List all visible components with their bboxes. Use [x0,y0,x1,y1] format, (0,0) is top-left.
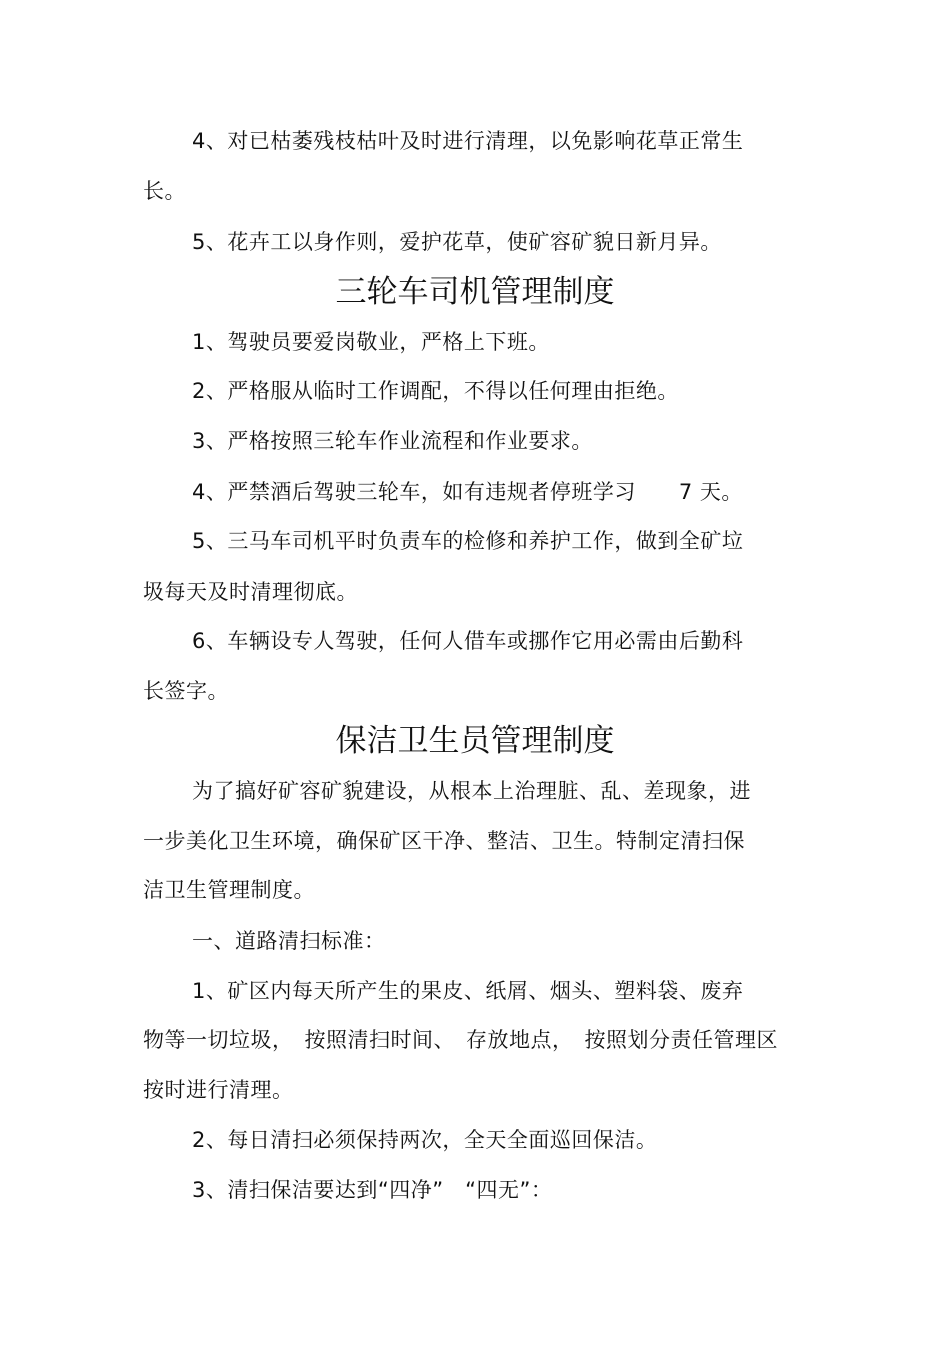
tricycle-item-5-line-2: 圾每天及时清理彻底。 [143,580,358,604]
cleaning-item-1-line-2: 物等一切垃圾， 按照清扫时间、 存放地点， 按照划分责任管理区 [143,1028,778,1052]
tricycle-item-4: 4、严禁酒后驾驶三轮车，如有违规者停班学习 7 天。 [192,480,743,504]
cleaning-subheading-1: 一、道路清扫标准： [192,929,386,953]
tricycle-item-5-line-1: 5、三马车司机平时负责车的检修和养护工作，做到全矿垃 [192,529,744,553]
cleaning-section-title: 保洁卫生员管理制度 [335,723,615,759]
tricycle-item-3: 3、严格按照三轮车作业流程和作业要求。 [192,429,593,453]
tricycle-item-1: 1、驾驶员要爱岗敬业，严格上下班。 [192,330,550,354]
tricycle-item-2: 2、严格服从临时工作调配，不得以任何理由拒绝。 [192,379,679,403]
flower-item-5: 5、花卉工以身作则，爱护花草，使矿容矿貌日新月异。 [192,230,722,254]
cleaning-item-2: 2、每日清扫必须保持两次，全天全面巡回保洁。 [192,1128,658,1152]
cleaning-intro-line-3: 洁卫生管理制度。 [143,878,315,902]
tricycle-item-6-line-2: 长签字。 [143,679,229,703]
flower-item-4-line-1: 4、对已枯萎残枝枯叶及时进行清理，以免影响花草正常生 [192,129,744,153]
tricycle-section-title: 三轮车司机管理制度 [335,274,615,310]
cleaning-item-1-line-1: 1、矿区内每天所产生的果皮、纸屑、烟头、塑料袋、废弃 [192,979,744,1003]
flower-item-4-line-2: 长。 [143,179,186,203]
cleaning-intro-line-1: 为了搞好矿容矿貌建设，从根本上治理脏、乱、差现象，进 [192,779,751,803]
cleaning-intro-line-2: 一步美化卫生环境，确保矿区干净、整洁、卫生。特制定清扫保 [143,829,745,853]
cleaning-item-3: 3、清扫保洁要达到“四净” “四无”： [192,1178,553,1202]
cleaning-item-1-line-3: 按时进行清理。 [143,1078,294,1102]
tricycle-item-6-line-1: 6、车辆设专人驾驶，任何人借车或挪作它用必需由后勤科 [192,629,744,653]
